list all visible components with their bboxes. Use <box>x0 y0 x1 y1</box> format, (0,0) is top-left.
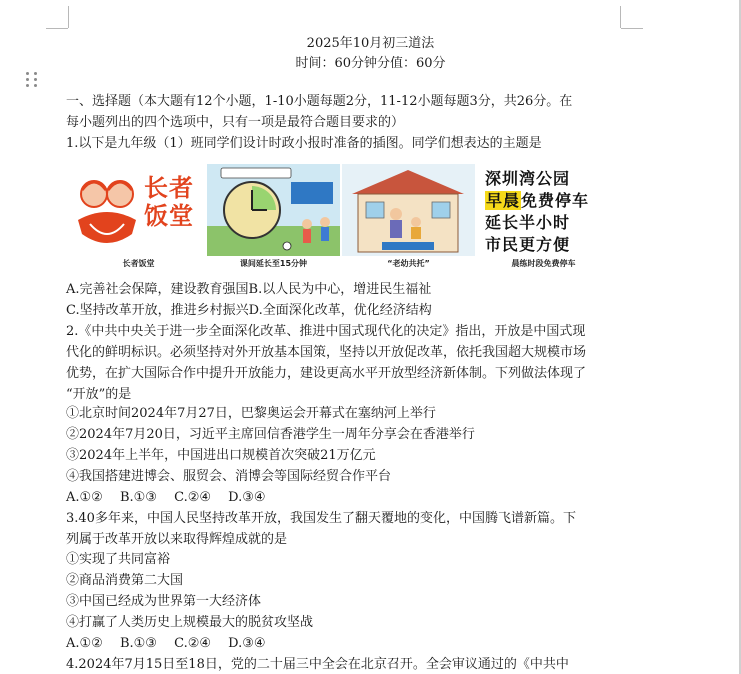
parking-notice-text: 深圳湾公园 早晨免费停车 延长半小时 市民更方便 <box>485 169 590 254</box>
clock-playground-illustration <box>207 164 340 256</box>
question-2-item: ①北京时间2024年7月27日，巴黎奥运会开幕式在塞纳河上举行 <box>66 406 436 421</box>
figure-caption: “老幼共托” <box>387 259 430 268</box>
question-2-item: ③2024年上半年，中国进出口规模首次突破21万亿元 <box>66 448 376 463</box>
elderly-couple-illustration <box>72 164 205 256</box>
question-3-item: ②商品消费第二大国 <box>66 573 184 588</box>
document-subtitle: 时间：60分钟分值：60分 <box>295 56 446 71</box>
question-3-item: ①实现了共同富裕 <box>66 552 171 567</box>
question-3-options: A.①② B.①③ C.②④ D.③④ <box>66 636 266 651</box>
section-heading: 每小题列出的四个选项中，只有一项是最符合题目要求的） <box>66 115 405 130</box>
figure-elderly-children-care <box>342 164 475 272</box>
figure-caption: 课间延长至15分钟 <box>239 259 308 268</box>
question-2-stem: 代化的鲜明标识。必须坚持对外开放基本国策，坚持以开放促改革，依托我国超大规模市场 <box>66 345 587 360</box>
page-corner-mark <box>621 28 643 29</box>
figure-elderly-canteen <box>72 164 205 272</box>
question-1-figures <box>72 164 610 272</box>
question-1-stem: 1.以下是九年级（1）班同学们设计时政小报时准备的插图。同学们想表达的主题是 <box>66 136 542 151</box>
figure-recess-extended <box>207 164 340 272</box>
canteen-sign-text: 长者 饭堂 <box>144 174 194 230</box>
figure-caption: 长者饭堂 <box>122 259 155 268</box>
figure-free-morning-parking <box>477 164 610 272</box>
page-corner-mark <box>46 28 68 29</box>
question-1-options: A.完善社会保障，建设教育强国B.以人民为中心，增进民生福祉 <box>66 282 432 297</box>
figure-caption: 晨练时段免费停车 <box>511 259 576 268</box>
page-corner-mark <box>620 6 621 28</box>
question-3-item: ③中国已经成为世界第一大经济体 <box>66 594 262 609</box>
drag-handle-icon[interactable] <box>26 72 38 88</box>
question-1-options: C.坚持改革开放，推进乡村振兴D.全面深化改革，优化经济结构 <box>66 303 432 318</box>
section-heading: 一、选择题（本大题有12个小题，1-10小题每题2分，11-12小题每题3分，共26分。在 <box>66 94 573 109</box>
question-4-stem: 4.2024年7月15日至18日，党的二十届三中全会在北京召开。全会审议通过的《中共中 <box>66 657 569 672</box>
question-3-stem: 3.40多年来，中国人民坚持改革开放，我国发生了翻天覆地的变化，中国腾飞谱新篇。下 <box>66 511 576 526</box>
elderly-children-care-illustration <box>342 164 475 256</box>
question-2-item: ②2024年7月20日，习近平主席回信香港学生一周年分享会在香港举行 <box>66 427 475 442</box>
question-3-item: ④打赢了人类历史上规模最大的脱贫攻坚战 <box>66 615 314 630</box>
question-3-stem: 列属于改革开放以来取得辉煌成就的是 <box>66 532 288 547</box>
document-title: 2025年10月初三道法 <box>306 36 435 51</box>
parking-notice-image <box>477 164 610 256</box>
page-corner-mark <box>68 6 69 28</box>
question-2-item: ④我国搭建进博会、服贸会、消博会等国际经贸合作平台 <box>66 469 392 484</box>
question-2-stem: “开放”的是 <box>66 387 132 402</box>
question-2-options: A.①② B.①③ C.②④ D.③④ <box>66 490 266 505</box>
question-2-stem: 2.《中共中央关于进一步全面深化改革、推进中国式现代化的决定》指出，开放是中国式现 <box>66 324 586 339</box>
question-2-stem: 优势，在扩大国际合作中提升开放能力，建设更高水平开放型经济新体制。下列做法体现了 <box>66 366 587 381</box>
